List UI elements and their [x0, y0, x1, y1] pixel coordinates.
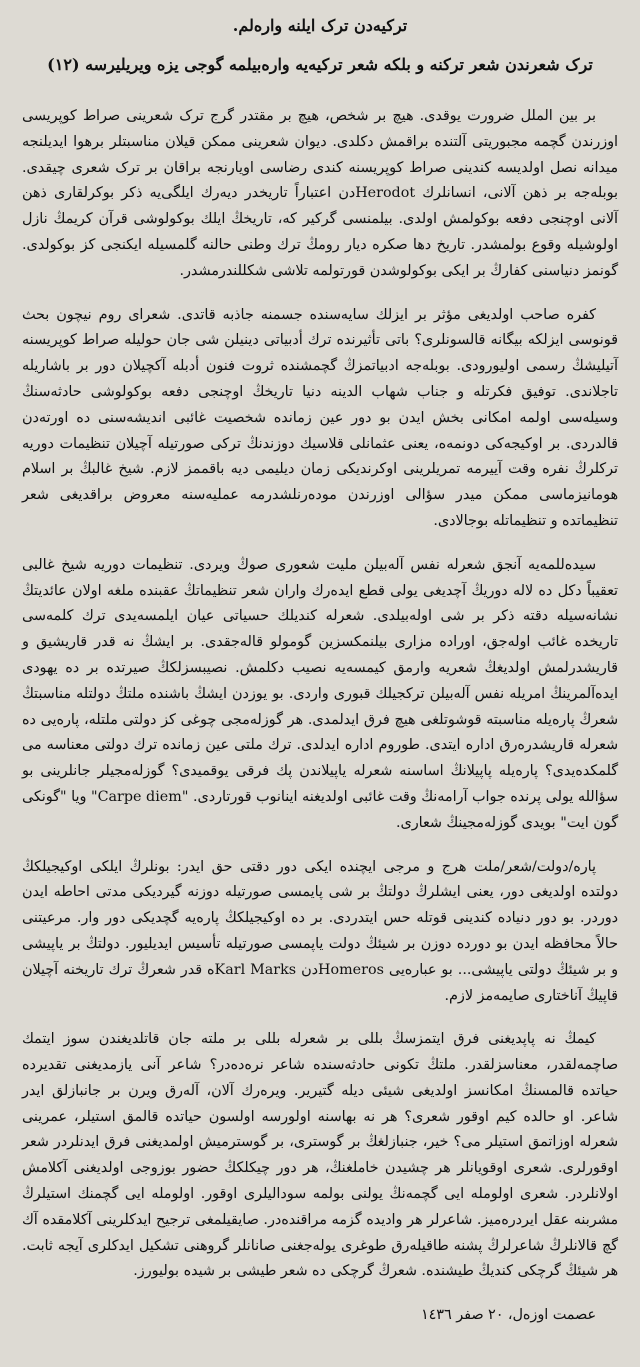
author-signature: عصمت اوزەل، ٢٠ صفر ١٤٣٦: [420, 1307, 596, 1324]
paragraph-5: [22, 1027, 618, 1285]
paragraph-3: [22, 553, 618, 837]
document-subtitle: ترک شعرندن شعر ترکنه و بلکه شعر ترکیه‌یه وارەبیلمه گوجی یزه ویریلیرسه (١٢): [47, 55, 593, 74]
paragraph-2: [22, 303, 618, 535]
paragraph-text: کیمڭ نه پاپدیغنی فرق ایتمزسڭ بللی بر شعرله بللی بر ملته جان قاتلدیغندن سوز ایتمك صاچمه‌لقدر، معناسزلقدر. ملتڭ تکونی حادثه‌سنده شاعر نره‌ده‌در؟ شاعر آنی یازمدیغنی تقدیرده حیاتده قالمسنڭ امکانسز اولدیغی شیئی دیله گتیریر. ویره‌رك آلان، آلەرق ویرن بر جانبازلق ایدر شاعر. او حالده کیم اوقور شعری؟ هر نه بهاسنه اولورسه اولسون حیاتده قالمق استیلر، عمرینی شعرله اوزاتمق استیلر می؟ خیر، جنبازلغڭ بر گوستری، بر گوسترمیش اولمدیغنی فرق ایدنلردر شعر اوقورلری. شعری اوقویانلر هر چشیدن خاملغنڭ، هر دور چیکلکڭ حضور بوزوجی اولدیغنی آکلامش اولانلردر. شعری اولوملە ایی گچمه‌نڭ یولنی بولمه سودالیلری اوقور. اولوملە ایی گچمنك استیلرڭ مشربنه عقل ایردرەمیز. شاعرلر هر وادیده گزمه مراقنده‌در. صایقیلمغی ترجیح ایدکلرینی آکلامقده آك گچ قالانلرڭ شاعرلرڭ پشنه طاقیلەرق طوغری یوله‌جغنی صانانلر گروهنی تشکیل ایدکلری آیجه ثابت. هر شیئڭ گرچکی کندیڭ طیشنده. شعرڭ گرچکی ده شعر طیشی بر شیده بولیورز.: [22, 1031, 618, 1280]
paragraph-text: کفره صاحب اولدیغی مؤثر بر ایزلك سایه‌سنده جسمنه جاذبه قاتدی. شعرای روم نیچون بحث قونوسی ایزلکه بیگانه قالسونلری؟ باتی تأثیرنده ترك أدبیاتی دینیلن شی جان حولیله صراط کوپریسنه آتیلیشڭ رسمی اولیورودی. بوبله‌جه ادبیاتمزڭ گچمشنده ثروت فنون أدبله آكچیلان دور بر باشاریله تاجلاندی. توفیق فکرتله و جناب شهاب الدینه دنیا تاریخڭ اوچنجی دفعه بوکولوشی حادثه‌سنڭ وسیله‌سی اولمه امکانی بخش ایدن بو دور عین زمانده شخصیت غائبی اندیشه‌سنی ده اورته‌دن قالدردی. بر اوکیجه‌کی دونمه‌ه، یعنی عثمانلی قلاسیك دوزندنڭ ترکی صورتیله آچیلان تنظیمات دوریه ترکلرڭ نفره وقت آییرمه تمریلرینی اوکرندیکی زمان دیلیمی دیه باقممز لازم. شیخ غالبڭ بر اسلام هومانیزماسی ممکن میدر سؤالی اوزرندن موده‌رنلشدرمه عملیه‌سنه معروض براقدیغی شعر تنظیماتده و تنظیماتله بوجالادی.: [22, 306, 618, 529]
paragraph-text: پاره/دولت/شعر/ملت هرج و مرجی ایچنده ایکی دور دقتی حق ایدر: بونلرڭ ایلکی اوکیجیلکڭ دولتده اولدیغی دور، یعنی ایشلرڭ دولتڭ بر شی پایمسی صورتیله دوزنه گیردیکی مدتی احاطه ایدن دوردر. بو دور دنیاده کندینی قوتله حس ایتدردی. بر ده اوکیجیلکڭ پاره‌یه گچدیکی دور وار. مرعیتنی حالاً محافظه ایدن بو دورده دوزن بر شیئڭ دولت یاپمسی صورتیله تأسیس ایدیلیور. دولتڭ بر یاپیشی و بر شیئڭ دولتی یاپیشی... بو عباره‌یی Homerosدن Karl Marksه قدر شعرڭ ترك تاریخنه آچیلان قاپیڭ آناختاری صایمه‌مز لازم.: [22, 858, 618, 1004]
document-title: ترکیه‌دن ترک ایلنه وارەلم.: [232, 16, 408, 35]
paragraph-1: [22, 104, 618, 285]
paragraph-text: سیده‌للمه‌یه آنجق شعرله نفس آلەبیلن ملیت شعوری صوڭ ویردی. تنظیمات دوریه شیخ غالبی تعقیباً دکل ده لاله دوریڭ آچدیغی یولی قطع ایده‌رك واران شعر تنظیماتڭ عقبنده ملغه اولان عائدیتڭ نشانه‌سیله دقته ذکر بر شی اوله‌بیلدی. شعرله کندیلك حسیاتی عیان ایلمسه‌یدی ترك کلمه‌سی تاریخده غائب اوله‌جق، اوراده مزاری بیلنمکسزین گومولو قاله‌جقدی. بر ایشڭ نه قدر قاریشیق و قاریشدرلمش اولدیغڭ شعریه وارمق کیمسه‌یه نصیب دکلمش. نصیبسزلکڭ صیرتده بر ده یهودی ایده‌آلمرینڭ امریله نفس آلەبیلن ترکجیلك قبوری واردی. بو یوزدن ایشڭ باشنده ملتڭ دولتله مناسبتڭ شعرڭ پاره‌یله مناسبته قوشوتلغی هیچ فرق ایدلمدی. هر گوزلەمجی چوغی کز دولتی ملتله، پاره‌یی ده شعرله قاریشدره‌رق اداره ایتدی. طوروم اداره ایدلدی. ترك ملتی عین زمانده ترك دولتی معناسه می گلمکده‌یدی؟ پاره‌یله پاپیلانڭ اساسنه شعرله یاپیلاندن پك فرقی یوقمیدی؟ گوزلەمجیلر جانلرینی بو سؤالله یولی پرنده جواب آرامه‌نڭ وقت غائبی اولدیغنه اینانوب قورتاردی. "Carpe diem" ویا "گونکی گون ایت" بویدی گوزلەمجینڭ شعاری.: [22, 556, 619, 831]
paragraph-4: [22, 855, 618, 1010]
paragraph-text: بر بین الملل ضرورت یوقدی. هیچ بر شخص، هیچ بر مقتدر گرج ترک شعرینی صراط کوپریسی اوزرندن گچمه مجبوریتی آلتنده براقمش دکلدی. دیوان شعرینی ممکن قیلان مناسبتلر برهوا ایدیلنجه میدانه نصل اولدیسه کندینی صراط کوپریسنه کندی رضاسی اویارنجه براقان بر ترک شعری چیقدی. بوبله‌جه بر ذهن آلانی، انسانلرك Herodotدن اعتباراً تاریخدر دیه‌رك ایلگی‌یه ذکر بوکرلقاری ذهن آلانی اوچنجی دفعه بوکولمش اولدی. بیلمنسی گرکیر که، تاریخڭ ایلك بوکولوشی قرآن کریمڭ نازل اولوشیله وقوع بولمشدر. تاریخ دها صکره دیار رومڭ ترك وطنی حالنه گلمسیله ایکنجی کز بوکولدی. گونمز دنیاسنی کفارڭ بر ایکی بوکولوشدن قورتولمه تلاشی شکللندرمشدر.: [22, 108, 618, 279]
